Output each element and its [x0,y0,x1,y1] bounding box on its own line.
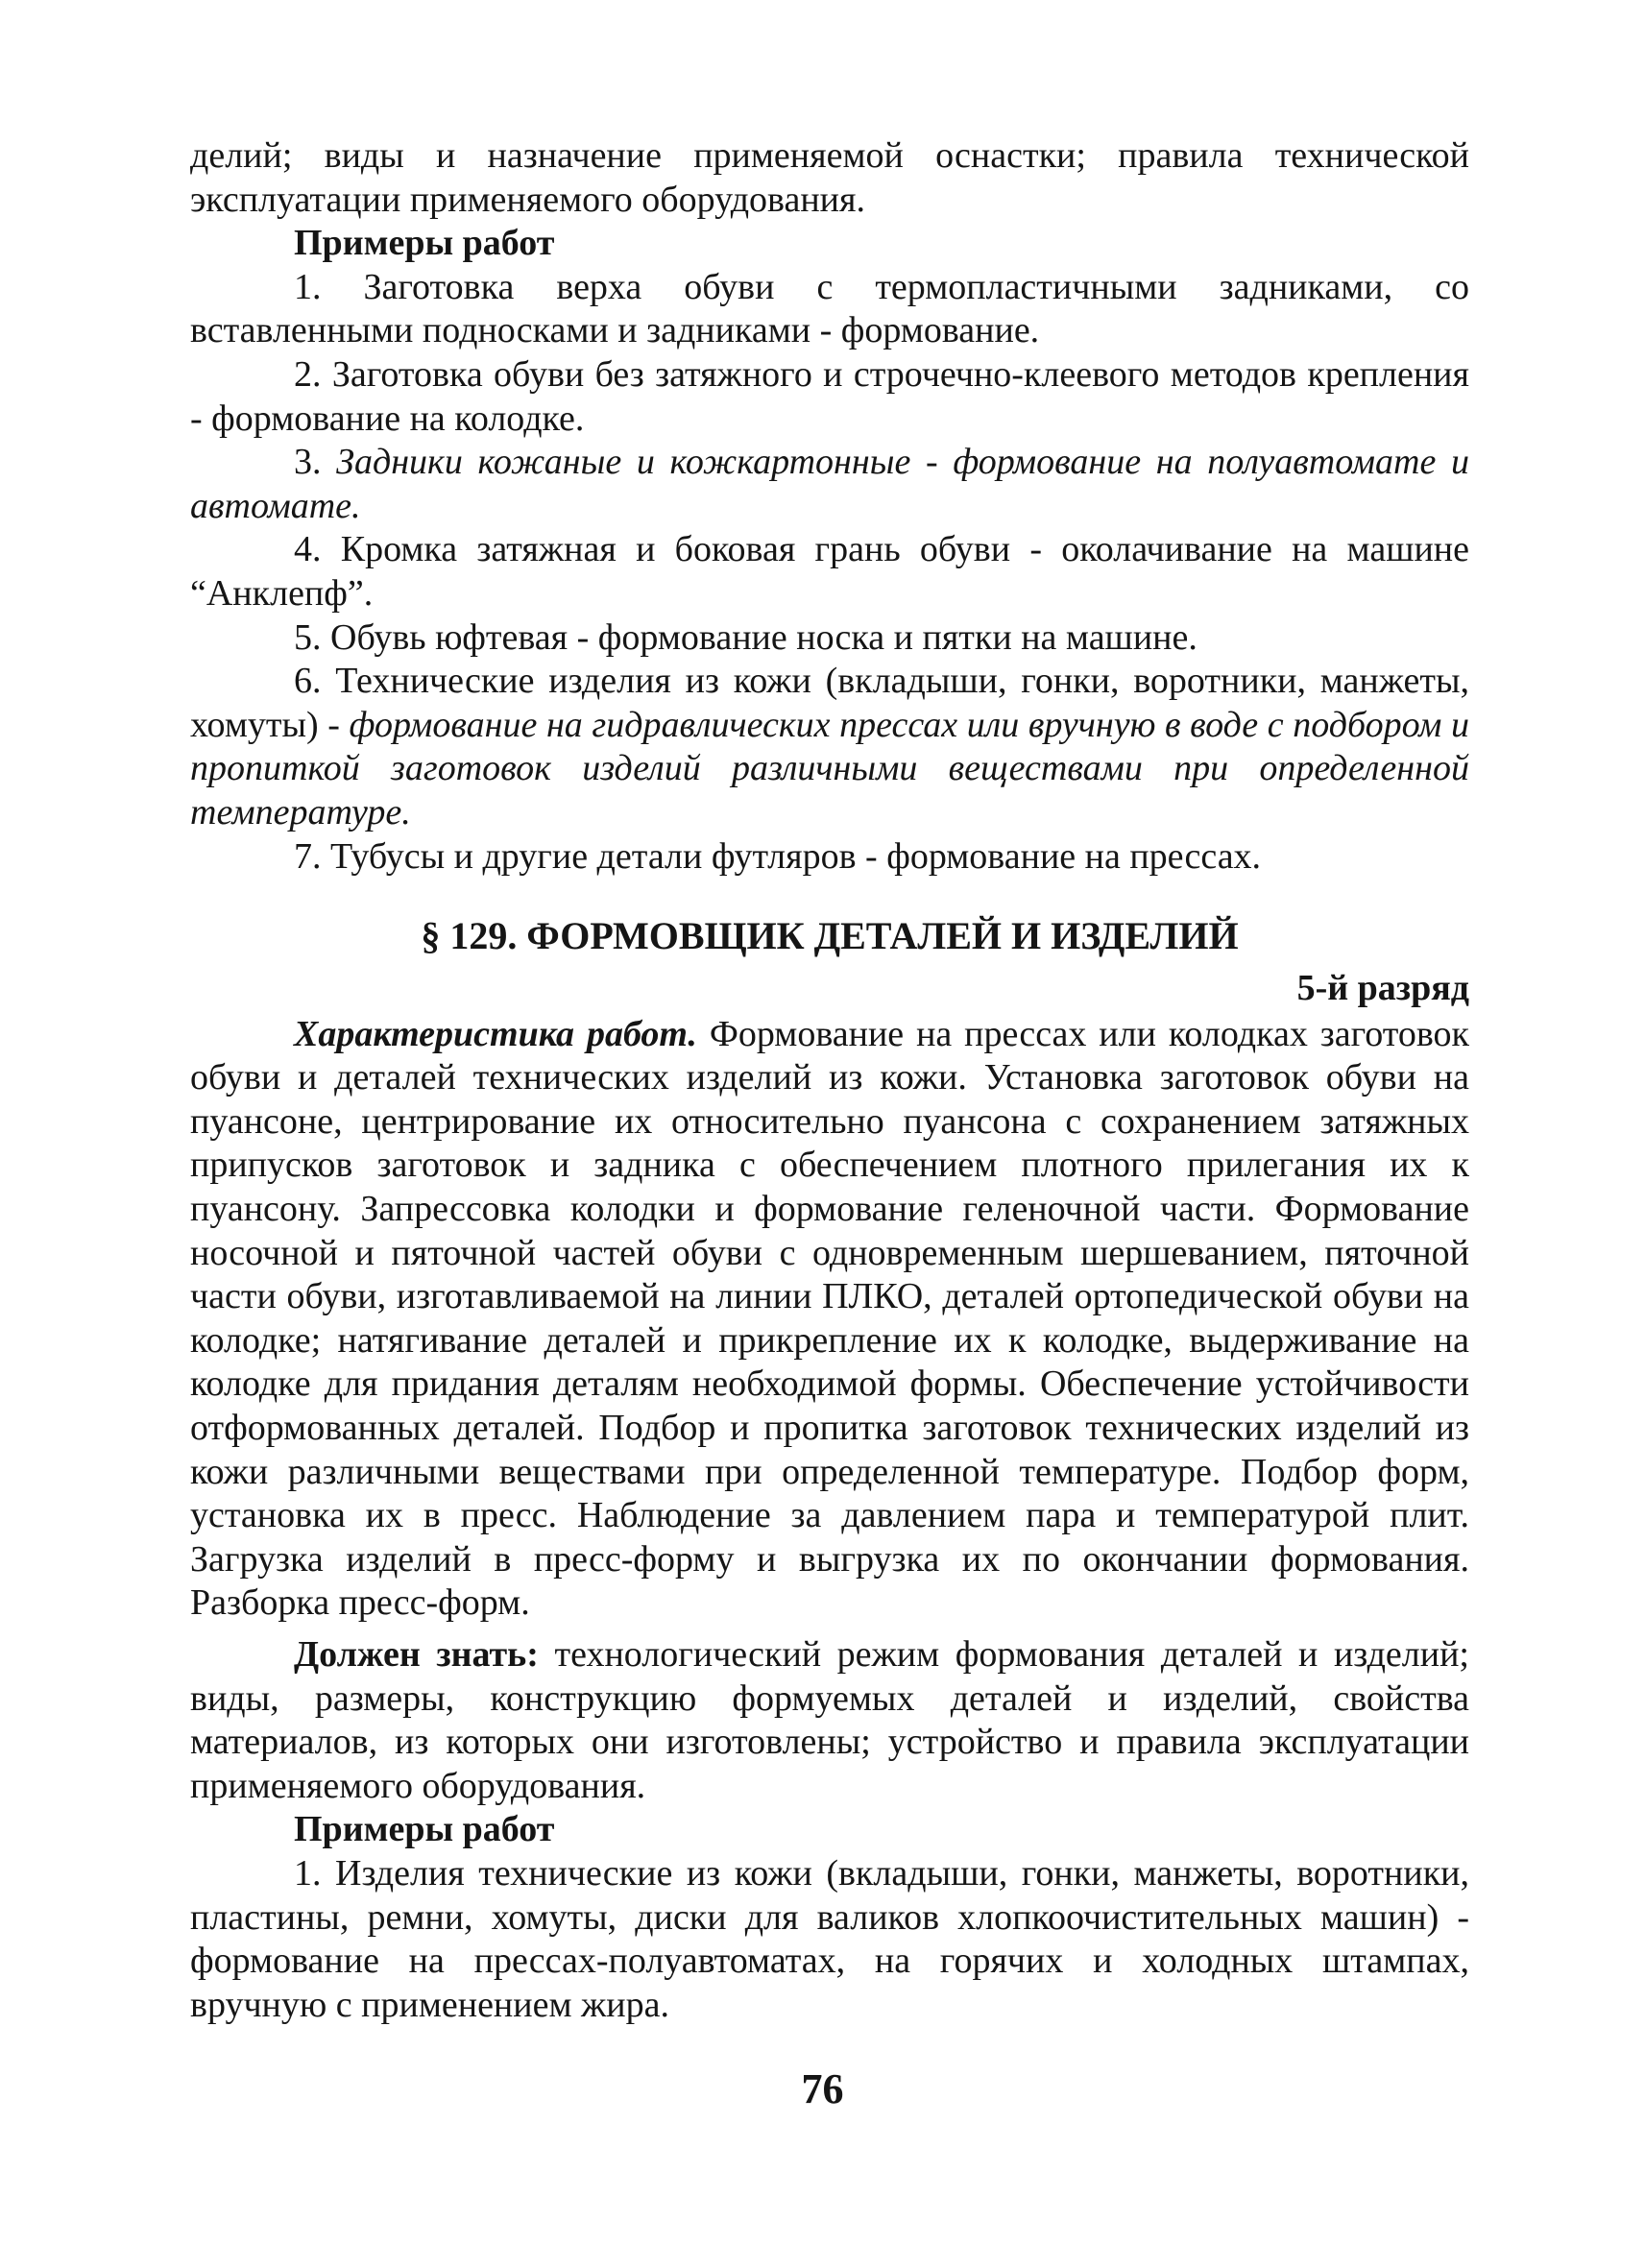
example-item: 5. Обувь юфтевая - формование носка и пятки на машине. [294,616,1197,658]
continuation-paragraph: делий; виды и назначение применяемой оснастки; правила технической эксплуатации применяемого оборудования. [190,135,1469,220]
page-number: 76 [801,2065,844,2112]
grade-label: 5-й разряд [1296,968,1469,1009]
example-item: 6. Технические изделия из кожи (вкладыши, гонки, воротники, манжеты, хомуты) - формование на гидравлических прессах или вручную в воде с подбором и пропиткой заготовок изделий различными веществами при определенной температуре. [190,661,1469,832]
characteristic-label: Характеристика работ. [294,1013,697,1054]
section-examples-heading: Примеры работ [294,1809,555,1850]
example-item: 4. Кромка затяжная и боковая грань обуви - околачивание на машине “Анклепф”. [190,529,1469,614]
section-example-item: 1. Изделия технические из кожи (вкладыши, гонки, манжеты, воротники, пластины, ремни, хомуты, диски для валиков хлопкоочистительных машин) - формование на прессах-полуавтоматах, на горячих и холодных штампах, вручную с применением жира. [190,1852,1469,2025]
example-item: 7. Тубусы и другие детали футляров - формование на прессах. [294,835,1262,877]
characteristic-paragraph: Характеристика работ. Формование на прессах или колодках заготовок обуви и деталей технических изделий из кожи. Установка заготовок обуви на пуансоне, центрирование их относительно пуансона с сохранением затяжных припусков заготовок и задника с обеспечением плотного прилегания их к пуансону. Запрессовка колодки и формование геленочной части. Формование носочной и пяточной частей обуви с одновременным шершеванием, пяточной части обуви, изготавливаемой на линии ПЛКО, деталей ортопедической обуви на колодке; натягивание деталей и прикрепление их к колодке, выдерживание на колодке для придания деталям необходимой формы. Обеспечение устойчивости отформованных деталей. Подбор и пропитка заготовок технических изделий из кожи различными веществами при определенной температуре. Подбор форм, установка их в пресс. Наблюдение за давлением пара и температурой плит. Загрузка изделий в пресс-форму и выгрузка их по окончании формования. Разборка пресс-форм. [190,1013,1469,1624]
document-page [190,134,1469,2027]
knowledge-paragraph: Должен знать: технологический режим формования деталей и изделий; виды, размеры, конструкцию формуемых деталей и изделий, свойства материалов, из которых они изготовлены; устройство и правила эксплуатации применяемого оборудования. [190,1634,1469,1806]
example-item: 2. Заготовка обуви без затяжного и строчечно-клеевого методов крепления - формование на колодке. [190,353,1469,439]
example-item: 1. Заготовка верха обуви с термопластичными задниками, со вставленными подносками и задниками - формование. [190,266,1469,351]
knowledge-label: Должен знать: [294,1634,539,1675]
examples-heading: Примеры работ [294,223,555,264]
section-title: § 129. ФОРМОВЩИК ДЕТАЛЕЙ И ИЗДЕЛИЙ [421,914,1239,958]
example-item: 3. Задники кожаные и кожкартонные - формование на полуавтомате и автомате. [190,442,1470,526]
